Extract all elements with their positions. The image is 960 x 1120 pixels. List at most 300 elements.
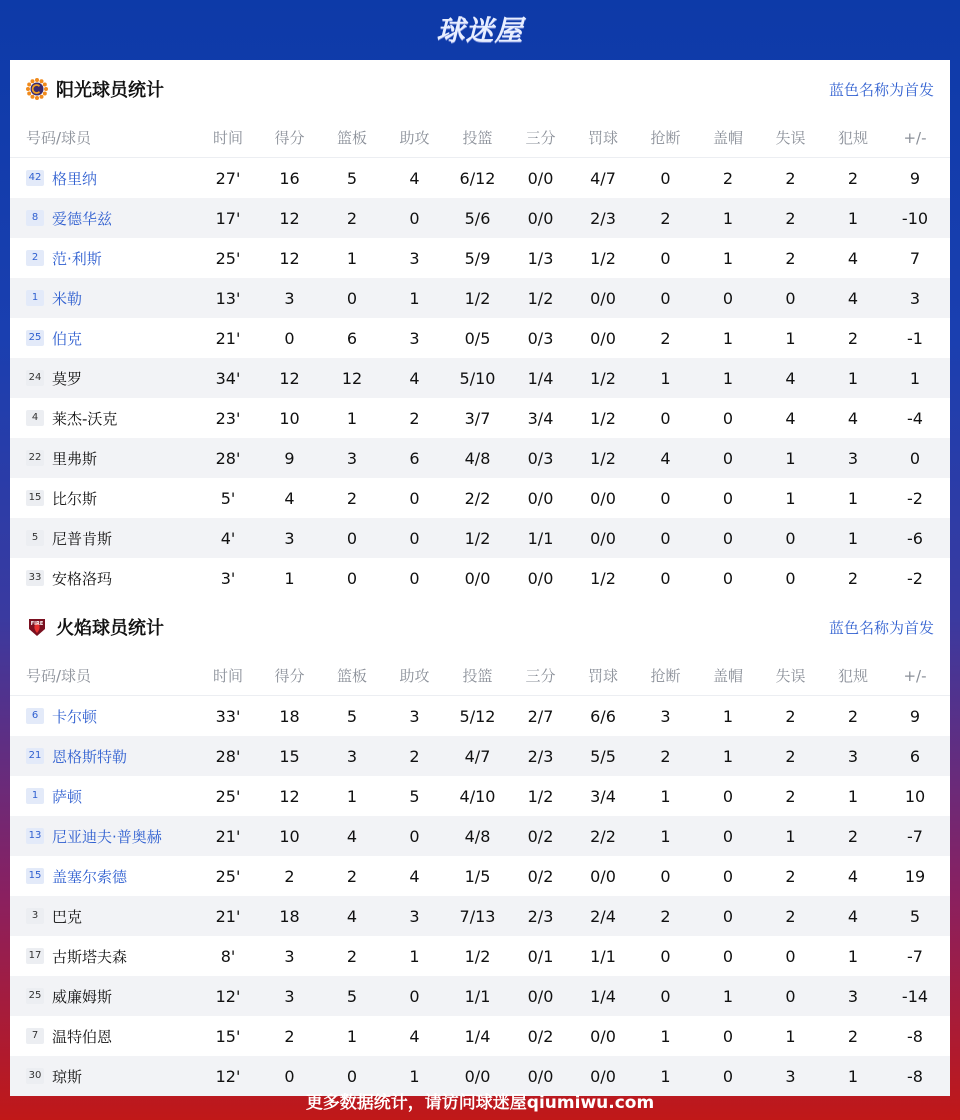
jersey-number-badge: 6 (26, 708, 44, 724)
stat-cell: 1 (847, 786, 859, 806)
team-section-header (10, 60, 950, 118)
stat-cell: 2/2 (464, 488, 491, 508)
jersey-number-badge: 15 (26, 868, 44, 884)
stat-cell: 0 (722, 448, 734, 468)
stat-cell: 12' (215, 986, 241, 1006)
stat-cell: 6 (909, 746, 921, 766)
stat-cell: 3/4 (590, 786, 616, 806)
stat-cell: 0 (722, 866, 734, 886)
brand-logo-text: 球迷屋 (436, 14, 524, 47)
stat-cell: 1 (346, 248, 358, 268)
stat-cell: 1 (722, 248, 734, 268)
player-name-link: 琼斯 (52, 1067, 83, 1086)
stat-cell: 2 (284, 866, 295, 886)
player-name-link: 温特伯恩 (52, 1027, 113, 1046)
stat-cell: 1/2 (527, 288, 554, 308)
stat-cell: 0/2 (527, 826, 554, 846)
stat-cell: 33' (215, 706, 241, 726)
stat-cell: 3 (284, 986, 295, 1006)
stat-cell: 5/5 (590, 746, 616, 766)
player-cell (26, 448, 198, 469)
column-header-5[interactable]: 投篮 (462, 129, 493, 147)
column-header-3[interactable]: 篮板 (336, 129, 367, 147)
stat-cell: 4 (785, 408, 796, 428)
stat-cell: 3 (284, 528, 295, 548)
stat-cell: 0 (660, 946, 671, 966)
stat-cell: 1 (785, 1026, 796, 1046)
jersey-number-badge: 13 (26, 828, 44, 844)
column-header-1[interactable]: 时间 (212, 667, 243, 685)
stat-cell: 1 (785, 448, 796, 468)
column-header-6[interactable]: 三分 (525, 129, 556, 147)
column-header-3[interactable]: 篮板 (336, 667, 367, 685)
stat-cell: 1 (660, 786, 671, 806)
stat-cell: 0 (722, 408, 734, 428)
stat-cell: 21' (215, 328, 241, 348)
stat-cell: 1 (847, 208, 859, 228)
player-row[interactable] (10, 518, 950, 558)
stat-cell: 4/10 (459, 786, 496, 806)
stat-cell: 4/8 (464, 826, 491, 846)
stat-cell: 1/1 (464, 986, 491, 1006)
starter-legend-note: 蓝色名称为首发 (828, 80, 934, 99)
stat-cell: 2 (660, 906, 671, 926)
stat-cell: 0/0 (464, 1066, 491, 1086)
stat-cell: -7 (907, 826, 923, 846)
player-cell (26, 986, 198, 1007)
stat-cell: 2/7 (527, 706, 554, 726)
stat-cell: 2 (785, 906, 796, 926)
stat-cell: 3 (346, 746, 358, 766)
column-header-8[interactable]: 抢断 (650, 129, 681, 147)
stat-cell: 2 (346, 208, 358, 228)
stat-cell: 2 (785, 168, 796, 188)
stat-cell: 0/2 (527, 866, 554, 886)
column-header-7[interactable]: 罚球 (587, 667, 618, 685)
stat-cell: 0/0 (527, 488, 554, 508)
stat-cell: 4 (847, 248, 859, 268)
stat-cell: 10 (279, 826, 300, 846)
team-section-fire (10, 598, 950, 1096)
stat-cell: 0/3 (527, 328, 554, 348)
stat-cell: 1/2 (464, 946, 491, 966)
stat-cell: 12 (341, 368, 363, 388)
player-row[interactable] (10, 198, 950, 238)
player-row[interactable] (10, 318, 950, 358)
stat-cell: 12 (279, 248, 300, 268)
jersey-number-badge: 24 (26, 370, 44, 386)
stat-cell: 0/0 (590, 1026, 616, 1046)
stat-cell: 3 (785, 1066, 796, 1086)
player-cell (26, 1026, 198, 1047)
player-row[interactable] (10, 696, 950, 736)
player-cell (26, 488, 198, 509)
stat-cell: 4' (220, 528, 236, 548)
stat-cell: 2 (660, 328, 671, 348)
player-row[interactable] (10, 478, 950, 518)
footer-banner[interactable]: 更多数据统计，请访问球迷屋qiumiwu.com (305, 1092, 655, 1113)
stat-cell: 0 (409, 488, 420, 508)
stat-cell: 4 (346, 906, 358, 926)
column-header-12[interactable]: +/- (903, 128, 927, 147)
stat-cell: 6/6 (590, 706, 616, 726)
stat-cell: 0/0 (590, 1066, 616, 1086)
column-header-6[interactable]: 三分 (525, 667, 556, 685)
player-name-link[interactable]: 格里纳 (52, 169, 98, 188)
player-name-link: 莱杰-沃克 (52, 409, 118, 428)
player-name-link: 威廉姆斯 (52, 987, 113, 1006)
stat-cell: 1/2 (527, 786, 554, 806)
stat-cell: 0/0 (527, 568, 554, 588)
stat-cell: 1 (346, 1026, 358, 1046)
player-row[interactable] (10, 358, 950, 398)
stat-cell: 4 (409, 866, 420, 886)
column-header-8[interactable]: 抢断 (650, 667, 681, 685)
stat-cell: 2 (346, 866, 358, 886)
stat-cell: 0 (660, 248, 671, 268)
player-cell (26, 328, 198, 349)
stat-cell: 0 (785, 288, 796, 308)
stat-cell: 0 (660, 986, 671, 1006)
stat-cell: 2/3 (590, 208, 616, 228)
stat-cell: 1 (847, 368, 859, 388)
jersey-number-badge: 7 (26, 1028, 44, 1044)
stat-cell: -8 (907, 1026, 923, 1046)
stat-cell: 7/13 (459, 906, 496, 926)
stat-cell: 4 (409, 168, 420, 188)
player-row[interactable] (10, 158, 950, 198)
team-title (26, 614, 164, 640)
stat-cell: 3/4 (527, 408, 554, 428)
stat-cell: 2 (660, 208, 671, 228)
stat-cell: 3 (409, 248, 420, 268)
team-title (26, 76, 164, 102)
jersey-number-badge: 22 (26, 450, 44, 466)
stat-cell: 1/2 (464, 528, 491, 548)
team-section-header (10, 598, 950, 656)
stat-cell: 9 (284, 448, 295, 468)
stat-cell: 1 (722, 706, 734, 726)
stat-cell: 7 (909, 248, 921, 268)
stat-cell: 1 (785, 488, 796, 508)
player-cell (26, 248, 198, 269)
stat-cell: 0 (284, 328, 295, 348)
player-cell (26, 826, 198, 847)
stat-cell: 4 (847, 906, 859, 926)
player-cell (26, 568, 198, 589)
stat-cell: 3' (220, 568, 236, 588)
fire-logo-icon (26, 616, 48, 638)
stat-cell: 0 (660, 488, 671, 508)
stat-cell: 1 (722, 746, 734, 766)
stat-cell: 0 (660, 568, 671, 588)
stat-cell: 4 (409, 368, 420, 388)
sun-logo-icon (26, 78, 48, 100)
jersey-number-badge: 25 (26, 988, 44, 1004)
player-row[interactable] (10, 896, 950, 936)
player-row[interactable] (10, 438, 950, 478)
stat-cell: 0 (346, 568, 358, 588)
stat-cell: 3 (409, 328, 420, 348)
player-name-link[interactable]: 卡尔顿 (52, 707, 98, 726)
stat-cell: -6 (907, 528, 923, 548)
column-header-10[interactable]: 失误 (775, 667, 806, 685)
player-row[interactable] (10, 558, 950, 598)
column-header-4[interactable]: 助攻 (399, 667, 430, 685)
stat-cell: 0/3 (527, 448, 554, 468)
stat-cell: 2 (785, 786, 796, 806)
stat-cell: 27' (215, 168, 241, 188)
stat-cell: 23' (215, 408, 241, 428)
stat-cell: 4 (409, 1026, 420, 1046)
player-name-link[interactable]: 米勒 (52, 289, 83, 308)
stat-cell: 8' (220, 946, 236, 966)
player-name-link[interactable]: 伯克 (52, 329, 83, 348)
stat-cell: 3 (284, 288, 295, 308)
stat-cell: 9 (909, 706, 921, 726)
player-name-link: 比尔斯 (52, 489, 98, 508)
player-name-link: 尼普肯斯 (52, 529, 113, 548)
player-name-link[interactable]: 萨顿 (52, 787, 83, 806)
player-row[interactable] (10, 856, 950, 896)
column-header-10[interactable]: 失误 (775, 129, 806, 147)
stat-cell: 0/0 (527, 168, 554, 188)
stat-cell: 10 (904, 786, 926, 806)
stat-cell: 2 (785, 248, 796, 268)
player-name-link[interactable]: 尼亚迪夫·普奥赫 (52, 827, 162, 846)
stat-cell: 3 (847, 448, 859, 468)
stat-cell: 0 (722, 1026, 734, 1046)
player-name-link[interactable]: 爱德华兹 (52, 209, 113, 228)
stats-column-header (10, 656, 950, 696)
stat-cell: 4 (660, 448, 671, 468)
stat-cell: -2 (907, 488, 923, 508)
stat-cell: 5/12 (459, 706, 496, 726)
site-brand-header (0, 0, 960, 58)
jersey-number-badge: 42 (26, 170, 44, 186)
stat-cell: 9 (909, 168, 921, 188)
stat-cell: 3 (847, 986, 859, 1006)
player-row[interactable] (10, 776, 950, 816)
stat-cell: 1 (847, 946, 859, 966)
player-name-link: 里弗斯 (52, 449, 98, 468)
player-cell (26, 408, 198, 429)
stat-cell: 0 (346, 288, 358, 308)
stat-cell: -10 (901, 208, 929, 228)
player-row[interactable] (10, 1016, 950, 1056)
stat-cell: 2 (847, 168, 859, 188)
column-header-2[interactable]: 得分 (274, 129, 305, 147)
stat-cell: -2 (907, 568, 923, 588)
jersey-number-badge: 1 (26, 290, 44, 306)
stat-cell: 5 (346, 168, 358, 188)
stat-cell: 4/8 (464, 448, 491, 468)
player-stats-table (10, 696, 950, 1096)
stat-cell: 13' (215, 288, 241, 308)
column-header-1[interactable]: 时间 (212, 129, 243, 147)
player-row[interactable] (10, 278, 950, 318)
stat-cell: 0 (722, 946, 734, 966)
stat-cell: 0 (346, 528, 358, 548)
stat-cell: 1 (847, 1066, 859, 1086)
player-name-link[interactable]: 范·利斯 (52, 249, 102, 268)
player-name-link[interactable]: 盖塞尔索德 (52, 867, 128, 886)
stat-cell: 1 (785, 328, 796, 348)
team-name: 火焰球员统计 (56, 618, 164, 639)
jersey-number-badge: 25 (26, 330, 44, 346)
stat-cell: 12 (279, 786, 300, 806)
stat-cell: 1/2 (590, 248, 616, 268)
stat-cell: 2 (847, 328, 859, 348)
stat-cell: 3 (284, 946, 295, 966)
column-header-9[interactable]: 盖帽 (712, 667, 743, 685)
stat-cell: 1 (722, 208, 734, 228)
stat-cell: 0/0 (590, 328, 616, 348)
stats-column-header (10, 118, 950, 158)
stat-cell: 3 (409, 906, 420, 926)
stat-cell: 4 (346, 826, 358, 846)
stat-cell: 1/4 (527, 368, 554, 388)
player-row[interactable] (10, 936, 950, 976)
stat-cell: 1/2 (590, 368, 616, 388)
jersey-number-badge: 5 (26, 530, 44, 546)
stat-cell: 2 (409, 408, 420, 428)
stat-cell: 3 (409, 706, 420, 726)
player-cell (26, 906, 198, 927)
stat-cell: 3 (847, 746, 859, 766)
jersey-number-badge: 2 (26, 250, 44, 266)
column-header-11[interactable]: 犯规 (837, 129, 868, 147)
stat-cell: 1 (722, 368, 734, 388)
stat-cell: -14 (901, 986, 929, 1006)
jersey-number-badge: 15 (26, 490, 44, 506)
stat-cell: 1 (722, 328, 734, 348)
stat-cell: 18 (279, 706, 300, 726)
stat-cell: 17' (215, 208, 241, 228)
stat-cell: 2 (847, 568, 859, 588)
stat-cell: 2 (722, 168, 734, 188)
stat-cell: 1/5 (464, 866, 491, 886)
player-row[interactable] (10, 816, 950, 856)
stat-cell: 0 (785, 946, 796, 966)
jersey-number-badge: 1 (26, 788, 44, 804)
player-stats-table (10, 158, 950, 598)
stat-cell: 0 (409, 568, 420, 588)
stat-cell: 1/3 (527, 248, 554, 268)
stat-cell: -4 (907, 408, 923, 428)
stat-cell: 6 (346, 328, 358, 348)
stat-cell: 1 (409, 1066, 420, 1086)
stat-cell: 28' (215, 448, 241, 468)
stat-cell: 4/7 (464, 746, 491, 766)
stat-cell: 2 (409, 746, 420, 766)
stat-cell: 5 (346, 986, 358, 1006)
jersey-number-badge: 30 (26, 1068, 44, 1084)
stat-cell: 1 (785, 826, 796, 846)
stat-cell: 5/9 (464, 248, 491, 268)
stat-cell: 1 (409, 288, 420, 308)
stat-cell: 3 (346, 448, 358, 468)
stat-cell: 0 (660, 866, 671, 886)
stat-cell: 5' (220, 488, 236, 508)
stat-cell: 1/2 (590, 408, 616, 428)
stat-cell: 0 (409, 826, 420, 846)
stat-cell: 0 (346, 1066, 358, 1086)
stat-cell: -1 (907, 328, 923, 348)
stat-cell: 6 (409, 448, 420, 468)
player-row[interactable] (10, 976, 950, 1016)
stat-cell: 2 (346, 946, 358, 966)
player-cell (26, 746, 198, 767)
stat-cell: 0/0 (590, 288, 616, 308)
player-name-link: 古斯塔夫森 (52, 947, 128, 966)
column-header-2[interactable]: 得分 (274, 667, 305, 685)
stat-cell: 21' (215, 906, 241, 926)
stat-cell: 4 (847, 288, 859, 308)
stat-cell: 3 (909, 288, 921, 308)
stat-cell: 2/2 (590, 826, 616, 846)
column-header-12[interactable]: +/- (903, 666, 927, 685)
player-cell (26, 208, 198, 229)
stat-cell: 1 (722, 986, 734, 1006)
stat-cell: 12' (215, 1066, 241, 1086)
player-cell (26, 288, 198, 309)
stat-cell: 18 (279, 906, 300, 926)
player-name-link[interactable]: 恩格斯特勒 (52, 747, 128, 766)
stat-cell: 4/7 (590, 168, 616, 188)
stat-cell: 2 (847, 706, 859, 726)
stat-cell: 1/2 (464, 288, 491, 308)
jersey-number-badge: 8 (26, 210, 44, 226)
column-header-0[interactable]: 号码/球员 (26, 129, 92, 147)
stat-cell: 25' (215, 866, 241, 886)
column-header-0[interactable]: 号码/球员 (26, 667, 92, 685)
stat-cell: 1 (284, 568, 295, 588)
stat-cell: 5/6 (464, 208, 491, 228)
stat-cell: 2 (785, 208, 796, 228)
jersey-number-badge: 17 (26, 948, 44, 964)
stat-cell: 28' (215, 746, 241, 766)
stat-cell: 5 (346, 706, 358, 726)
stat-cell: 4 (785, 368, 796, 388)
column-header-9[interactable]: 盖帽 (712, 129, 743, 147)
stat-cell: 1/4 (590, 986, 616, 1006)
player-row[interactable] (10, 238, 950, 278)
column-header-4[interactable]: 助攻 (399, 129, 430, 147)
column-header-11[interactable]: 犯规 (837, 667, 868, 685)
stat-cell: 4 (284, 488, 295, 508)
stat-cell: 2/3 (527, 906, 554, 926)
stat-cell: 1/1 (527, 528, 554, 548)
stat-cell: 0 (722, 288, 734, 308)
column-header-7[interactable]: 罚球 (587, 129, 618, 147)
stat-cell: 21' (215, 826, 241, 846)
jersey-number-badge: 33 (26, 570, 44, 586)
stat-cell: 5/10 (459, 368, 496, 388)
player-row[interactable] (10, 736, 950, 776)
column-header-5[interactable]: 投篮 (462, 667, 493, 685)
starter-legend-note: 蓝色名称为首发 (828, 618, 934, 637)
stat-cell: 1 (346, 786, 358, 806)
stat-cell: 0 (284, 1066, 295, 1086)
player-row[interactable] (10, 398, 950, 438)
stat-cell: 10 (279, 408, 300, 428)
player-cell (26, 946, 198, 967)
stat-cell: 4 (847, 866, 859, 886)
stat-cell: 1 (909, 368, 921, 388)
stat-cell: 0 (409, 986, 420, 1006)
stat-cell: 12 (279, 368, 300, 388)
